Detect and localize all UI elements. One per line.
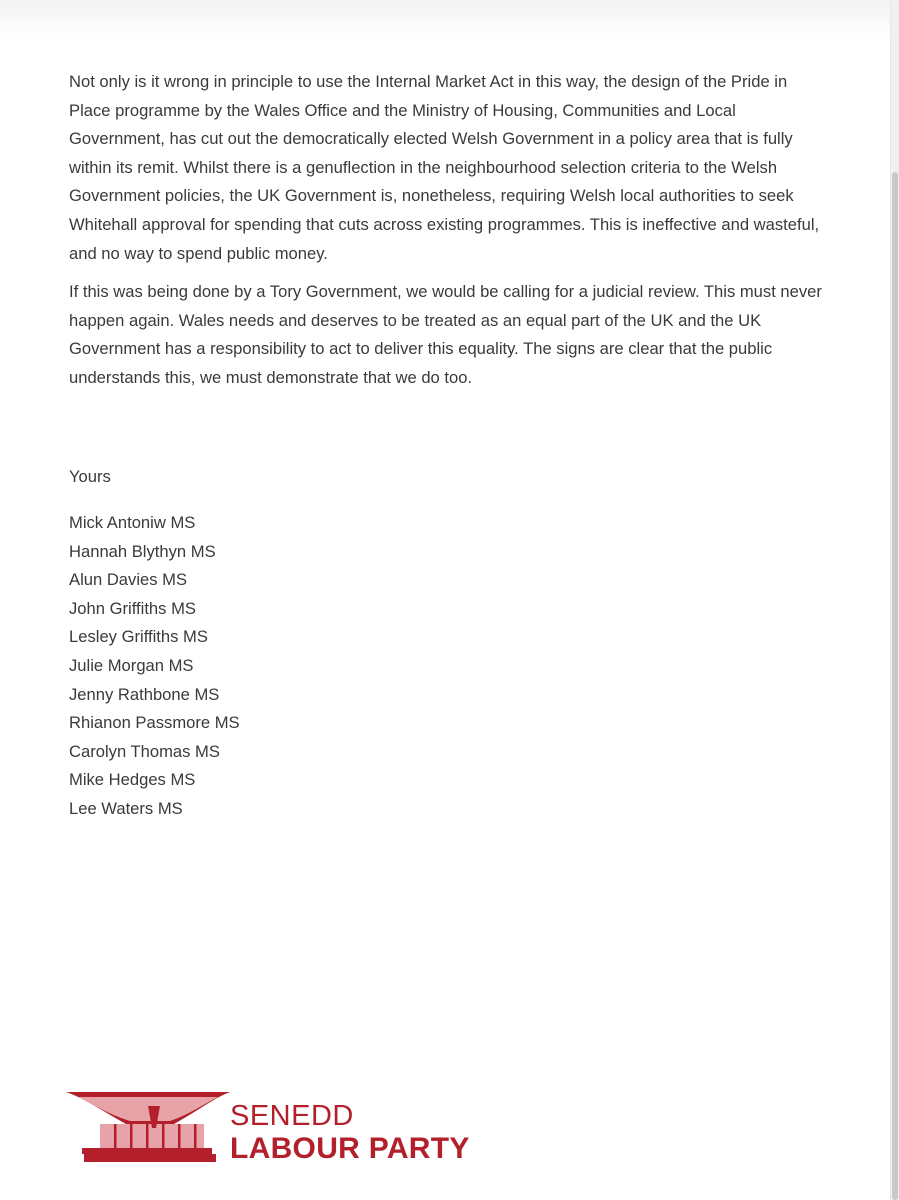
signatory: Rhianon Passmore MS [69,713,240,733]
signatory: Julie Morgan MS [69,655,194,675]
signatory: Lesley Griffiths MS [69,627,208,647]
signatory-list [69,509,240,824]
signatory: Mike Hedges MS [69,770,196,790]
page-top-edge [0,0,890,40]
letter-closing: Yours [69,467,111,486]
signatory: Jenny Rathbone MS [69,684,220,704]
signatory: Lee Waters MS [69,798,183,818]
letter-body [69,68,829,393]
letter-paragraph-1: Not only is it wrong in principle to use the Internal Market Act in this way, the design of the Pride in Place programme by the Wales Office and the Ministry of Housing, Communities and Local Government, has cut out the democratically elected Welsh Government in a policy area that is fully within its remit. Whilst there is a genuflection in the neighbourhood selection criteria to the Welsh Government policies, the UK Government is, nonetheless, requiring Welsh local authorities to seek Whitehall approval for spending that cuts across existing programmes. This is ineffective and wasteful, and no way to spend public money. [69,72,820,263]
signatory: Hannah Blythyn MS [69,541,216,561]
scrollbar-thumb[interactable] [892,172,898,1200]
logo-text-senedd: SENEDD [230,1100,354,1132]
senedd-labour-logo [64,1088,504,1168]
logo-text-labour-party: LABOUR PARTY [230,1132,470,1165]
vertical-scrollbar[interactable] [891,0,899,1200]
signatory: Carolyn Thomas MS [69,741,220,761]
letter-paragraph-2: If this was being done by a Tory Government, we would be calling for a judicial review. This must never happen again. Wales needs and deserves to be treated as an equal part of the UK and the UK Government has a responsibility to act to deliver this equality. The signs are clear that the public understands this, we must demonstrate that we do too. [69,282,822,387]
signatory: John Griffiths MS [69,598,196,618]
senedd-building-logo-icon [64,1088,232,1166]
signatory: Alun Davies MS [69,570,188,590]
signatory: Mick Antoniw MS [69,513,196,532]
